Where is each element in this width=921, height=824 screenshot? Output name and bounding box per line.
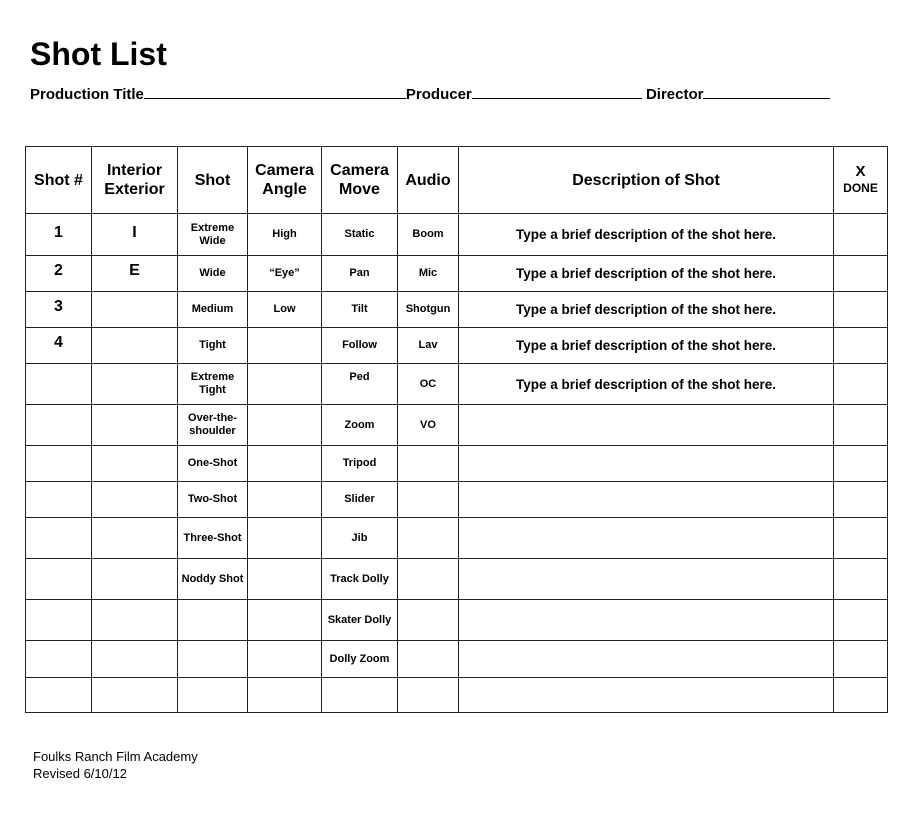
shot-number-cell[interactable] <box>26 405 92 446</box>
camera-angle-cell[interactable]: “Eye” <box>248 256 322 292</box>
done-cell[interactable] <box>834 482 888 518</box>
audio-cell[interactable] <box>398 482 459 518</box>
footer-organization: Foulks Ranch Film Academy <box>33 749 198 764</box>
shot-number-cell[interactable] <box>26 364 92 405</box>
shot-type-cell[interactable]: Wide <box>178 256 248 292</box>
shot-number-cell[interactable] <box>26 559 92 600</box>
audio-cell[interactable] <box>398 678 459 713</box>
footer-revision: Revised 6/10/12 <box>33 766 127 781</box>
shot-number-cell[interactable] <box>26 446 92 482</box>
camera-move-cell[interactable]: Skater Dolly <box>322 600 398 641</box>
audio-cell[interactable]: VO <box>398 405 459 446</box>
done-cell[interactable] <box>834 446 888 482</box>
shot-type-cell[interactable]: One-Shot <box>178 446 248 482</box>
header-done: X DONE <box>834 147 888 214</box>
shot-type-cell[interactable] <box>178 641 248 678</box>
producer-field[interactable] <box>472 84 642 99</box>
camera-move-cell[interactable]: Pan <box>322 256 398 292</box>
shot-number-cell[interactable] <box>26 641 92 678</box>
audio-cell[interactable]: Shotgun <box>398 292 459 328</box>
camera-angle-cell[interactable] <box>248 559 322 600</box>
header-shot: Shot <box>178 147 248 214</box>
table-row <box>26 678 888 713</box>
shot-type-cell[interactable] <box>178 678 248 713</box>
int-ext-cell[interactable] <box>92 641 178 678</box>
audio-cell[interactable] <box>398 518 459 559</box>
shot-type-cell[interactable]: Medium <box>178 292 248 328</box>
table-row <box>26 641 888 678</box>
production-title-label: Production Title <box>30 86 144 103</box>
table-row <box>26 446 888 482</box>
header-int-ext: Interior Exterior <box>92 147 178 214</box>
header-description: Description of Shot <box>459 147 834 214</box>
camera-angle-cell[interactable] <box>248 641 322 678</box>
camera-angle-cell[interactable] <box>248 518 322 559</box>
table-row <box>26 600 888 641</box>
done-cell[interactable] <box>834 600 888 641</box>
int-ext-cell[interactable] <box>92 600 178 641</box>
camera-angle-cell[interactable] <box>248 600 322 641</box>
int-ext-cell[interactable] <box>92 678 178 713</box>
shot-type-cell[interactable]: Three-Shot <box>178 518 248 559</box>
shot-type-cell[interactable]: Two-Shot <box>178 482 248 518</box>
done-cell[interactable] <box>834 678 888 713</box>
audio-cell[interactable]: Boom <box>398 214 459 256</box>
shot-number-cell[interactable]: 2 <box>26 256 92 292</box>
description-cell[interactable]: Type a brief description of the shot here. <box>459 256 834 292</box>
done-cell[interactable] <box>834 256 888 292</box>
production-title-field[interactable] <box>144 84 406 99</box>
description-cell[interactable] <box>459 641 834 678</box>
done-cell[interactable] <box>834 405 888 446</box>
producer-label: Producer <box>405 86 472 103</box>
table-row <box>26 328 888 364</box>
camera-move-cell[interactable]: Tilt <box>322 292 398 328</box>
shot-type-cell[interactable]: Extreme Wide <box>178 214 248 256</box>
camera-move-cell[interactable] <box>322 678 398 713</box>
camera-move-cell[interactable]: Jib <box>322 518 398 559</box>
shot-type-cell[interactable]: Over-the-shoulder <box>178 405 248 446</box>
table-row <box>26 518 888 559</box>
shot-type-cell[interactable] <box>178 600 248 641</box>
shot-type-cell[interactable]: Tight <box>178 328 248 364</box>
description-cell[interactable] <box>459 600 834 641</box>
director-label: Director <box>645 86 704 103</box>
camera-angle-cell[interactable]: High <box>248 214 322 256</box>
camera-angle-cell[interactable] <box>248 482 322 518</box>
audio-cell[interactable] <box>398 559 459 600</box>
audio-cell[interactable] <box>398 600 459 641</box>
int-ext-cell[interactable] <box>92 559 178 600</box>
shot-number-cell[interactable] <box>26 518 92 559</box>
shot-number-cell[interactable]: 4 <box>26 328 92 364</box>
description-cell[interactable] <box>459 446 834 482</box>
description-cell[interactable]: Type a brief description of the shot here. <box>459 364 834 405</box>
audio-cell[interactable]: Mic <box>398 256 459 292</box>
int-ext-cell[interactable] <box>92 482 178 518</box>
header-camera-angle: Camera Angle <box>248 147 322 214</box>
done-cell[interactable] <box>834 292 888 328</box>
camera-move-cell[interactable]: Dolly Zoom <box>322 641 398 678</box>
int-ext-cell[interactable] <box>92 405 178 446</box>
director-field[interactable] <box>703 84 830 99</box>
shot-type-cell[interactable]: Extreme Tight <box>178 364 248 405</box>
int-ext-cell[interactable]: E <box>92 256 178 292</box>
int-ext-cell[interactable] <box>92 292 178 328</box>
camera-angle-cell[interactable] <box>248 364 322 405</box>
done-cell[interactable] <box>834 328 888 364</box>
table-row <box>26 292 888 328</box>
description-cell[interactable] <box>459 678 834 713</box>
done-cell[interactable] <box>834 559 888 600</box>
camera-move-cell[interactable]: Ped <box>322 364 398 405</box>
description-cell[interactable]: Type a brief description of the shot here. <box>459 292 834 328</box>
camera-move-cell[interactable]: Static <box>322 214 398 256</box>
table-row <box>26 559 888 600</box>
audio-cell[interactable] <box>398 641 459 678</box>
shot-number-cell[interactable]: 3 <box>26 292 92 328</box>
camera-move-cell[interactable]: Zoom <box>322 405 398 446</box>
int-ext-cell[interactable]: I <box>92 214 178 256</box>
description-cell[interactable] <box>459 518 834 559</box>
audio-cell[interactable] <box>398 446 459 482</box>
shot-number-cell[interactable] <box>26 482 92 518</box>
camera-angle-cell[interactable] <box>248 405 322 446</box>
description-cell[interactable] <box>459 405 834 446</box>
camera-angle-cell[interactable] <box>248 446 322 482</box>
header-audio: Audio <box>398 147 459 214</box>
int-ext-cell[interactable] <box>92 518 178 559</box>
audio-cell[interactable]: Lav <box>398 328 459 364</box>
header-camera-move: Camera Move <box>322 147 398 214</box>
audio-cell[interactable]: OC <box>398 364 459 405</box>
int-ext-cell[interactable] <box>92 446 178 482</box>
description-cell[interactable]: Type a brief description of the shot here. <box>459 214 834 256</box>
table-row <box>26 364 888 405</box>
camera-angle-cell[interactable]: Low <box>248 292 322 328</box>
camera-move-cell[interactable]: Tripod <box>322 446 398 482</box>
camera-move-cell[interactable]: Slider <box>322 482 398 518</box>
done-cell[interactable] <box>834 641 888 678</box>
description-cell[interactable] <box>459 482 834 518</box>
camera-move-cell[interactable]: Track Dolly <box>322 559 398 600</box>
shot-number-cell[interactable]: 1 <box>26 214 92 256</box>
int-ext-cell[interactable] <box>92 328 178 364</box>
int-ext-cell[interactable] <box>92 364 178 405</box>
done-cell[interactable] <box>834 518 888 559</box>
production-fields <box>30 84 830 103</box>
camera-angle-cell[interactable] <box>248 678 322 713</box>
shot-list-table <box>25 146 888 713</box>
table-row <box>26 214 888 256</box>
done-cell[interactable] <box>834 364 888 405</box>
shot-type-cell[interactable]: Noddy Shot <box>178 559 248 600</box>
shot-number-cell[interactable] <box>26 678 92 713</box>
shot-number-cell[interactable] <box>26 600 92 641</box>
camera-move-cell[interactable]: Follow <box>322 328 398 364</box>
header-shot-num: Shot # <box>26 147 92 214</box>
header-row <box>26 147 888 214</box>
footer <box>33 748 198 782</box>
table-row <box>26 256 888 292</box>
description-cell[interactable] <box>459 559 834 600</box>
description-cell[interactable]: Type a brief description of the shot here. <box>459 328 834 364</box>
table-row <box>26 405 888 446</box>
camera-angle-cell[interactable] <box>248 328 322 364</box>
done-cell[interactable] <box>834 214 888 256</box>
table-row <box>26 482 888 518</box>
page-title: Shot List <box>30 36 167 72</box>
